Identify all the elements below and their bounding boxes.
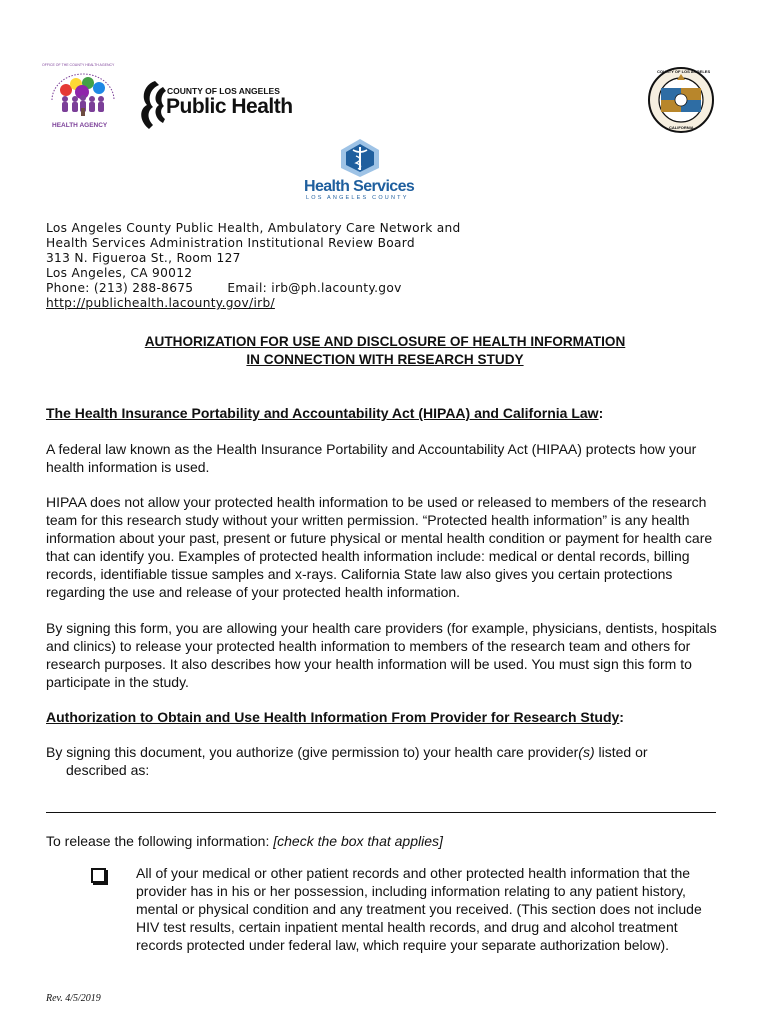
caduceus-icon: [338, 138, 382, 178]
paragraph-text: A federal law known as the Health Insurance Portability and Accountability Act (HIPAA) protects how your health information is used.: [46, 441, 697, 475]
hipaa-paragraph-2: [46, 493, 726, 601]
authorize-plural: (s): [578, 744, 595, 760]
document-title: [0, 333, 770, 369]
paragraph-text: HIPAA does not allow your protected health information to be used or released to members of the research team for this research study without your written permission. “Protected health information” is any health information about your past, present or future physical or mental health condition or payment for health care that can identify you. Examples of protected health information include: medical or dental records, billing records, identifiable tissue samples and x-rays. California State law also gives you certain protections regarding the use and release of your protected health information.: [46, 494, 713, 600]
authorization-heading-text: Authorization to Obtain and Use Health Information From Provider for Research Study: [46, 709, 620, 725]
all-records-option-text: All of your medical or other patient records and other protected health information that the provider has in his or her possession, including information relating to any patient history, mental or physical condition and any treatment you received. (This section does not include HIV test results, certain inpatient mental health records, and drug and alcohol treatment records protected under federal law, which require your separate authorization below).: [136, 865, 702, 953]
hipaa-paragraph-1: [46, 440, 726, 476]
authorization-heading: [46, 708, 726, 726]
header-line: Los Angeles County Public Health, Ambulatory Care Network and: [46, 221, 461, 235]
health-agency-top-text: OFFICE OF THE COUNTY HEALTH AGENCY: [42, 63, 115, 67]
header-line: Health Services Administration Institutional Review Board: [46, 236, 415, 250]
release-instruction: [46, 832, 726, 850]
hipaa-heading: [46, 404, 726, 422]
health-agency-logo: [42, 63, 122, 132]
authorization-heading-colon: :: [619, 709, 624, 725]
health-services-sublabel: LOS ANGELES COUNTY: [306, 195, 409, 201]
seal-bottom-text: CALIFORNIA: [669, 125, 694, 130]
health-services-label: Health Services: [304, 178, 415, 195]
described-as-label: described as:: [66, 762, 150, 778]
health-services-logo: [304, 138, 416, 204]
all-records-checkbox[interactable]: [91, 868, 106, 883]
phone-text: Phone: (213) 288-8675: [46, 281, 194, 295]
authorization-paragraph: [46, 743, 726, 779]
hipaa-paragraph-3: [46, 619, 726, 691]
title-line-2: IN CONNECTION WITH RESEARCH STUDY: [246, 352, 524, 367]
paragraph-text: By signing this form, you are allowing your health care providers (for example, physicians, dentists, hospitals and clinics) to release your protected health information to members of the research team and others for research purposes. It also describes how your health information will be used. You must sign this form to participate in the study.: [46, 620, 717, 690]
public-health-logo: [133, 79, 293, 131]
release-instruction-note: [check the box that applies]: [273, 833, 443, 849]
header-line: Los Angeles, CA 90012: [46, 266, 193, 280]
header-line: 313 N. Figueroa St., Room 127: [46, 251, 241, 265]
provider-blank-line[interactable]: [46, 812, 716, 813]
hipaa-heading-colon: :: [598, 405, 604, 421]
county-seal: [647, 66, 715, 134]
title-line-1: AUTHORIZATION FOR USE AND DISCLOSURE OF HEALTH INFORMATION: [144, 334, 626, 349]
contact-line: [46, 281, 461, 296]
authorize-text: By signing this document, you authorize (give permission to) your health care provider: [46, 744, 579, 760]
revision-date: Rev. 4/5/2019: [46, 993, 101, 1004]
irb-website-link[interactable]: http://publichealth.lacounty.gov/irb/: [46, 296, 275, 310]
release-lead-text: To release the following information:: [46, 833, 274, 849]
public-health-top-label: COUNTY OF LOS ANGELES: [167, 86, 280, 96]
health-agency-label: HEALTH AGENCY: [52, 122, 108, 129]
irb-contact-block: [46, 221, 461, 311]
authorize-text-end: listed or: [594, 744, 648, 760]
hipaa-heading-text: The Health Insurance Portability and Accountability Act (HIPAA) and California Law: [46, 405, 599, 421]
public-health-main-label: Public Health: [166, 95, 293, 118]
seal-top-text: COUNTY OF LOS ANGELES: [657, 69, 711, 74]
email-text: Email: irb@ph.lacounty.gov: [227, 281, 402, 295]
